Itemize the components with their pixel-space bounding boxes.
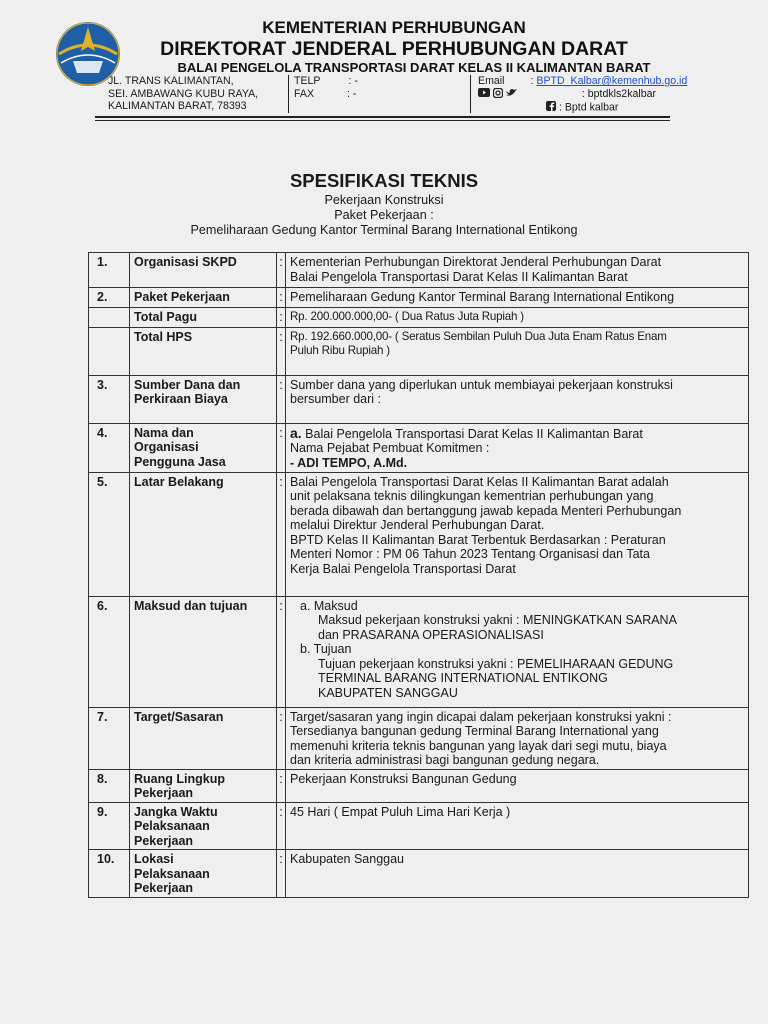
header-balai: BALAI PENGELOLA TRANSPORTASI DARAT KELAS II KALIMANTAN BARAT bbox=[177, 60, 651, 75]
table-row: Total Pagu : Rp. 200.000.000,00- ( Dua Ratus Juta Rupiah ) bbox=[89, 307, 749, 327]
table-row: 8. Ruang Lingkup Pekerjaan : Pekerjaan Konstruksi Bangunan Gedung bbox=[89, 769, 749, 802]
table-row: 6. Maksud dan tujuan : a. Maksud Maksud pekerjaan konstruksi yakni : MENINGKATKAN SARANA dan PRASARANA OPERASIONALISASI b. Tujuan Tujuan pekerjaan konstruksi yakni : PEMELIHARAAN GEDUNG TERMINAL BARANG INTERNATIONAL ENTIKONG KABUPATEN SANGGAU bbox=[89, 596, 749, 707]
table-row: 10. Lokasi Pelaksanaan Pekerjaan : Kabupaten Sanggau bbox=[89, 850, 749, 898]
subtitle-package-name: Pemeliharaan Gedung Kantor Terminal Barang International Entikong bbox=[190, 223, 578, 237]
header-ministry: KEMENTERIAN PERHUBUNGAN bbox=[262, 18, 526, 37]
table-row: 9. Jangka Waktu Pelaksanaan Pekerjaan : 45 Hari ( Empat Puluh Lima Hari Kerja ) bbox=[89, 802, 749, 850]
table-row: 4. Nama dan Organisasi Pengguna Jasa : a. Balai Pengelola Transportasi Darat Kelas II Kalimantan Barat Nama Pejabat Pembuat Komitmen : - ADI TEMPO, A.Md. bbox=[89, 423, 749, 472]
table-row: 2. Paket Pekerjaan : Pemeliharaan Gedung Kantor Terminal Barang International Entikong bbox=[89, 288, 749, 308]
twitter-icon bbox=[506, 88, 517, 101]
email-link[interactable]: BPTD_Kalbar@kemenhub.go.id bbox=[536, 75, 688, 87]
table-row: Total HPS : Rp. 192.660.000,00- ( Seratus Sembilan Puluh Dua Juta Enam Ratus Enam Puluh Ribu Rupiah ) bbox=[89, 327, 749, 375]
youtube-icon bbox=[478, 88, 490, 101]
table-row: 1. Organisasi SKPD : Kementerian Perhubungan Direktorat Jenderal Perhubungan Darat Balai Pengelola Transportasi Darat Kelas II Kalimantan Barat bbox=[89, 253, 749, 288]
spec-table bbox=[88, 252, 749, 898]
contact-block: Email : BPTD_Kalbar@kemenhub.go.id : bptdkls2kalbar : Bptd kalbar bbox=[478, 75, 688, 114]
table-row: 5. Latar Belakang : Balai Pengelola Transportasi Darat Kelas II Kalimantan Barat adalah unit pelaksana teknis dilingkungan kementrian perhubungan yang berada dibawah dan bertanggung jawab kepada Menteri Perhubungan melalui Direktur Jenderal Perhubungan Darat. BPTD Kelas II Kalimantan Barat Terbentuk Berdasarkan : Peraturan Menteri Nomor : PM 06 Tahun 2023 Tentang Organisasi dan Tata Kerja Balai Pengelola Transportasi Darat bbox=[89, 472, 749, 596]
address-block: JL. TRANS KALIMANTAN, SEI. AMBAWANG KUBU RAYA, KALIMANTAN BARAT, 78393 bbox=[108, 75, 259, 112]
subtitle-work-type: Pekerjaan Konstruksi bbox=[324, 193, 444, 207]
table-row: 7. Target/Sasaran : Target/sasaran yang ingin dicapai dalam pekerjaan konstruksi yakni : Tersedianya bangunan gedung Terminal Barang International yang memenuhi kriteria teknis bangunan yang layak dari segi mutu, biaya dan kriteria administrasi bagi bangunan gedung negara. bbox=[89, 707, 749, 769]
document-title: SPESIFIKASI TEKNIS bbox=[289, 170, 479, 191]
header-directorate: DIREKTORAT JENDERAL PERHUBUNGAN DARAT bbox=[160, 38, 628, 60]
facebook-icon bbox=[546, 101, 556, 115]
phone-fax-block: TELP : - FAX : - bbox=[294, 75, 358, 100]
subtitle-package-label: Paket Pekerjaan : bbox=[334, 208, 434, 222]
table-row: 3. Sumber Dana dan Perkiraan Biaya : Sumber dana yang diperlukan untuk membiayai pekerjaan konstruksi bersumber dari : bbox=[89, 375, 749, 423]
instagram-icon bbox=[493, 88, 503, 102]
